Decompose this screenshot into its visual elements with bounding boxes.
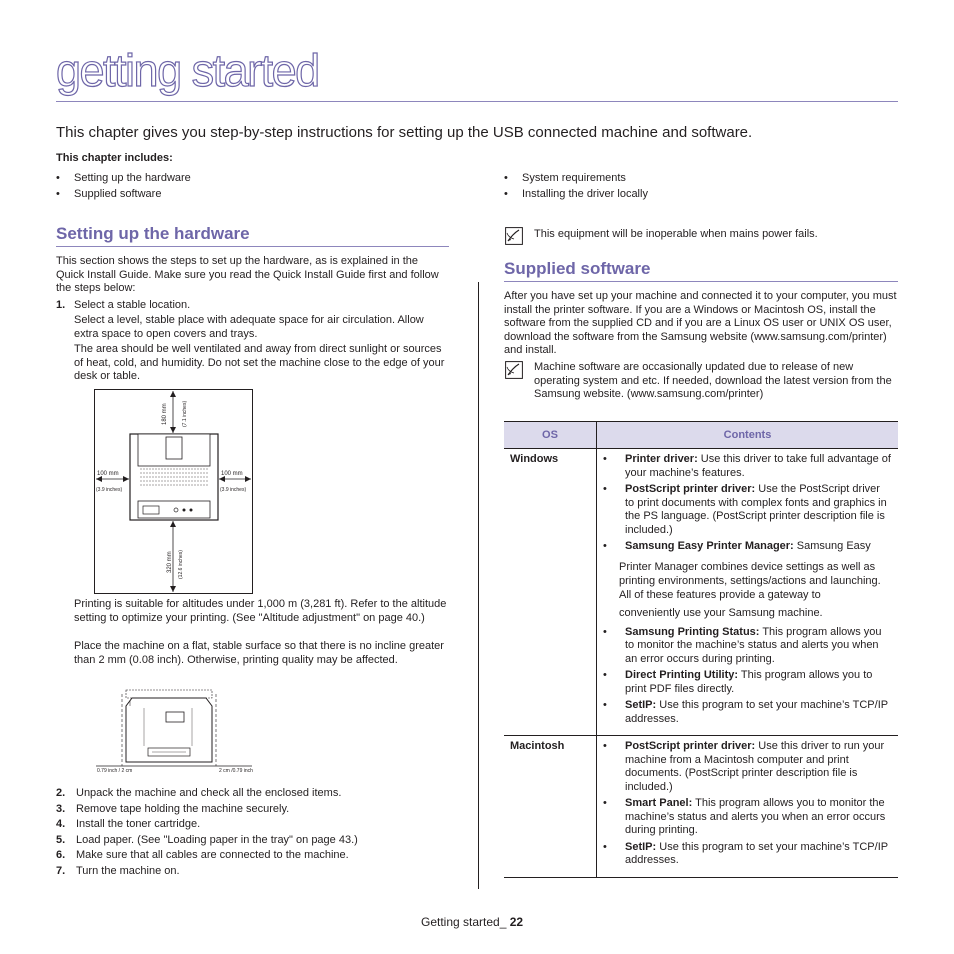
includes-label: This chapter includes: [56,152,173,164]
chapter-intro: This chapter gives you step-by-step instructions for setting up the USB connected machine and software. [56,124,753,141]
column-header-contents: Contents [597,422,899,449]
list-item [603,453,892,480]
hardware-intro: This section shows the steps to set up the hardware, as is explained in the Quick Install Guide. Make sure you read the Quick Install Guide first and follow the steps below: [56,255,439,294]
list-item [603,699,892,726]
note-icon [505,227,523,245]
includes-item[interactable]: • Installing the driver locally [504,186,648,202]
list-item [603,841,892,868]
step-text: Unpack the machine and check all the enclosed items. [76,787,342,799]
list-item [603,740,892,794]
step-text: Install the toner cartridge. [76,818,201,830]
step-number: 6. [56,849,66,861]
includes-item[interactable]: • Setting up the hardware [56,170,191,186]
item-text: Use the PostScript driver to print documents with complex fonts and graphics in the PS language. (PostScript printer description file is included.) [625,483,887,536]
item-title: PostScript printer driver: [625,740,756,752]
includes-item[interactable]: • Supplied software [56,186,191,202]
os-name: Windows [504,449,597,736]
item-text: Use this driver to take full advantage of your machine’s features. [625,453,891,479]
step-1-para: Printing is suitable for altitudes under 1,000 m (3,281 ft). Refer to the altitude setting to optimize your printing. (See "Altitude adjustment" on page 40.) [74,598,447,624]
list-item [603,540,892,554]
step-text: Remove tape holding the machine securely. [76,802,290,815]
item-text: This program allows you to monitor the machine’s status and alerts you when an error occurs during printing. [625,625,882,665]
footer-section: Getting started_ [421,915,507,929]
os-name: Macintosh [504,736,597,878]
step-1-para: The area should be well ventilated and away from direct sunlight or sources of heat, cold, and humidity. Do not set the machine close to the edge of your desk or table. [74,343,445,382]
top-clearance-label: 180 mm [162,403,168,425]
list-item [56,848,448,864]
step-number: 3. [56,802,66,815]
bottom-clearance-label: 320 mm [167,551,173,573]
right-gap-label: 2 cm /0.79 inch [219,768,253,774]
item-continuation: Printer Manager combines device settings as well as printing environments, settings/actions and launching. All of these features provide a gateway to [619,560,881,601]
left-gap-label: 0.79 inch / 2 cm [97,768,133,774]
item-title: Smart Panel: [625,797,693,809]
item-title: Samsung Easy Printer Manager: [625,540,794,552]
includes-item[interactable]: • System requirements [504,170,648,186]
step-1-para: Place the machine on a flat, stable surface so that there is no incline greater than 2 mm (0.08 inch). Otherwise, printing quality may be affected. [74,640,444,666]
column-divider [478,282,479,889]
title-rule [56,101,898,102]
clearance-diagram [94,389,254,595]
note-text: This equipment will be inoperable when mains power fails. [534,228,818,240]
table-row [504,736,898,878]
item-text: This program allows you to monitor the machine’s status and alerts you when an error occurs during printing. [625,797,886,836]
item-text: This program allows you to print PDF files directly. [625,669,873,695]
left-clearance-label: 100 mm [97,471,119,477]
item-text: Samsung Easy [793,540,871,552]
item-continuation: conveniently use your Samsung machine. [619,606,823,619]
column-header-os: OS [504,422,597,449]
page-number: 22 [509,915,524,929]
step-number: 1. [56,299,66,311]
includes-list-left [56,170,191,202]
list-item [56,864,448,880]
step-text: Turn the machine on. [76,864,180,877]
bottom-clearance-inches: (12.6 inches) [178,550,184,579]
note-text: Machine software are occasionally updated due to release of new operating system and etc. If needed, download the latest version from the Samsung website. (www.samsung.com/printer) [534,361,892,400]
item-title: Printer driver: [625,453,698,465]
note-icon [505,361,523,379]
item-title: PostScript printer driver: [625,483,756,495]
os-contents [597,449,899,736]
list-item [56,833,448,849]
includes-list-right [504,170,648,202]
heading-rule [56,246,449,247]
step-text: Select a stable location. [74,299,191,311]
item-title: SetIP: [625,699,657,711]
step-text[interactable]: Load paper. (See "Loading paper in the tray" on page 43.) [76,833,358,846]
list-item [603,797,892,838]
table-header-row [504,422,898,449]
page-footer [421,915,523,929]
list-item [56,786,448,802]
top-clearance-inches: (7.1 inches) [182,400,188,427]
chapter-title: getting started [56,45,319,96]
step-1-para: Select a level, stable place with adequate space for air circulation. Allow extra space to open covers and trays. [74,314,424,340]
software-intro: After you have set up your machine and connected it to your computer, you must install the printer software. If you are a Windows or Macintosh OS, install the software from the supplied CD and if you are a Linux OS user or UNIX OS user, download the software from the Samsung website (www.samsung.com/printer) and install. [504,290,897,356]
item-title: Samsung Printing Status: [625,625,760,638]
list-item [603,626,892,667]
list-item [56,802,448,818]
step-number: 5. [56,833,66,846]
item-text: Use this program to set your machine’s TCP/IP addresses. [625,699,888,725]
right-clearance-label: 100 mm [221,471,243,477]
item-text: Use this program to set your machine’s TCP/IP addresses. [625,840,888,866]
level-surface-diagram [96,686,254,776]
software-table [504,421,898,878]
step-number: 2. [56,787,66,799]
item-title: Direct Printing Utility: [625,669,739,681]
steps-list [56,786,448,879]
right-clearance-inches: (3.9 inches) [220,487,247,493]
os-contents [597,736,899,878]
step-number: 7. [56,864,66,877]
left-clearance-inches: (3.9 inches) [96,487,123,493]
section-heading-hardware: Setting up the hardware [56,224,250,243]
list-item [56,817,448,833]
section-heading-software: Supplied software [504,259,651,278]
item-title: SetIP: [625,840,657,853]
list-item [603,669,892,696]
list-item [603,483,892,537]
step-number: 4. [56,818,66,830]
item-text: Use this driver to run your machine from a Macintosh computer and print documents. (PostScript printer description file is included.) [625,740,885,793]
heading-rule [504,281,898,282]
step-text: Make sure that all cables are connected to the machine. [76,849,349,861]
table-row [504,449,898,736]
